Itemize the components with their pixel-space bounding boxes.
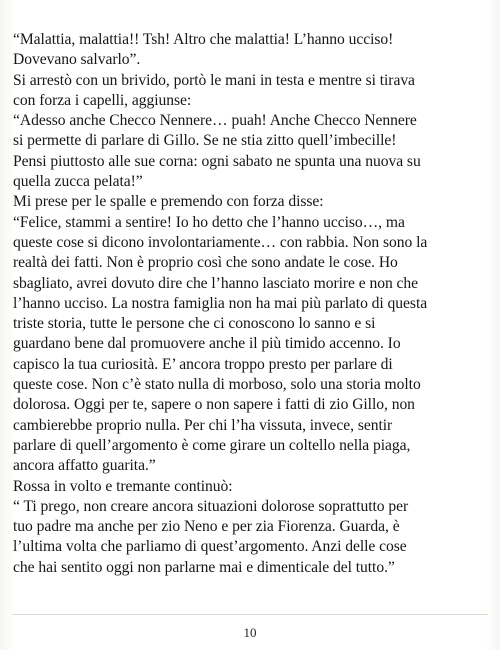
text-line: parlare di quell’argomento è come girare un coltello nella piaga, (13, 436, 411, 454)
text-line: che hai sentito oggi non parlarne mai e dimenticale del tutto.” (13, 558, 395, 576)
text-line: Si arrestò con un brivido, portò le mani in testa e mentre si tirava (13, 71, 415, 89)
text-line: si permette di parlare di Gillo. Se ne stia zitto quell’imbecille! (13, 132, 397, 150)
text-line: quella zucca pelata!” (13, 173, 143, 191)
page-number: 10 (243, 625, 257, 640)
text-line: Rossa in volto e tremante continuò: (13, 477, 233, 495)
text-line: l’hanno ucciso. La nostra famiglia non ha mai più parlato di questa (13, 294, 428, 312)
text-line: dolorosa. Oggi per te, sapere o non sapere i fatti di zio Gillo, non (13, 396, 415, 414)
text-line: ancora affatto guarita.” (13, 457, 156, 475)
text-line: tuo padre ma anche per zio Neno e per zia Fiorenza. Guarda, è (13, 518, 400, 536)
text-line: Pensi piuttosto alle sue corna: ogni sabato ne spunta una nuova su (13, 152, 421, 170)
text-line: con forza i capelli, aggiunse: (13, 91, 192, 109)
body-text (13, 30, 491, 578)
text-line: “Adesso anche Checco Nennere… puah! Anche Checco Nennere (13, 112, 417, 130)
text-line: “Felice, stammi a sentire! Io ho detto che l’hanno ucciso…, ma (13, 213, 405, 231)
text-line: capisco la tua curiosità. E’ ancora troppo presto per parlare di (13, 355, 393, 373)
text-line: “ Ti prego, non creare ancora situazioni dolorose soprattutto per (13, 497, 409, 515)
text-line: l’ultima volta che parliamo di quest’argomento. Anzi delle cose (13, 538, 407, 556)
text-line: triste storia, tutte le persone che ci conoscono lo sanno e si (13, 315, 376, 333)
text-line: sbagliato, avrei dovuto dire che l’hanno lasciato morire e non che (13, 274, 419, 292)
text-line: Dovevano salvarlo”. (13, 51, 141, 69)
text-line: Mi prese per le spalle e premendo con forza disse: (13, 193, 324, 211)
text-line: realtà dei fatti. Non è proprio così che sono andate le cose. Ho (13, 254, 398, 272)
text-line: “Malattia, malattia!! Tsh! Altro che malattia! L’hanno ucciso! (13, 31, 394, 48)
text-line: queste cose. Non c’è stato nulla di morboso, solo una storia molto (13, 376, 421, 394)
text-line: queste cose si dicono involontariamente… con rabbia. Non sono la (13, 233, 428, 251)
text-line: guardano bene dal promuovere anche il più timido accenno. Io (13, 335, 401, 353)
text-line: cambierebbe proprio nulla. Per chi l’ha vissuta, invece, sentir (13, 416, 393, 434)
footer-divider (12, 614, 488, 615)
